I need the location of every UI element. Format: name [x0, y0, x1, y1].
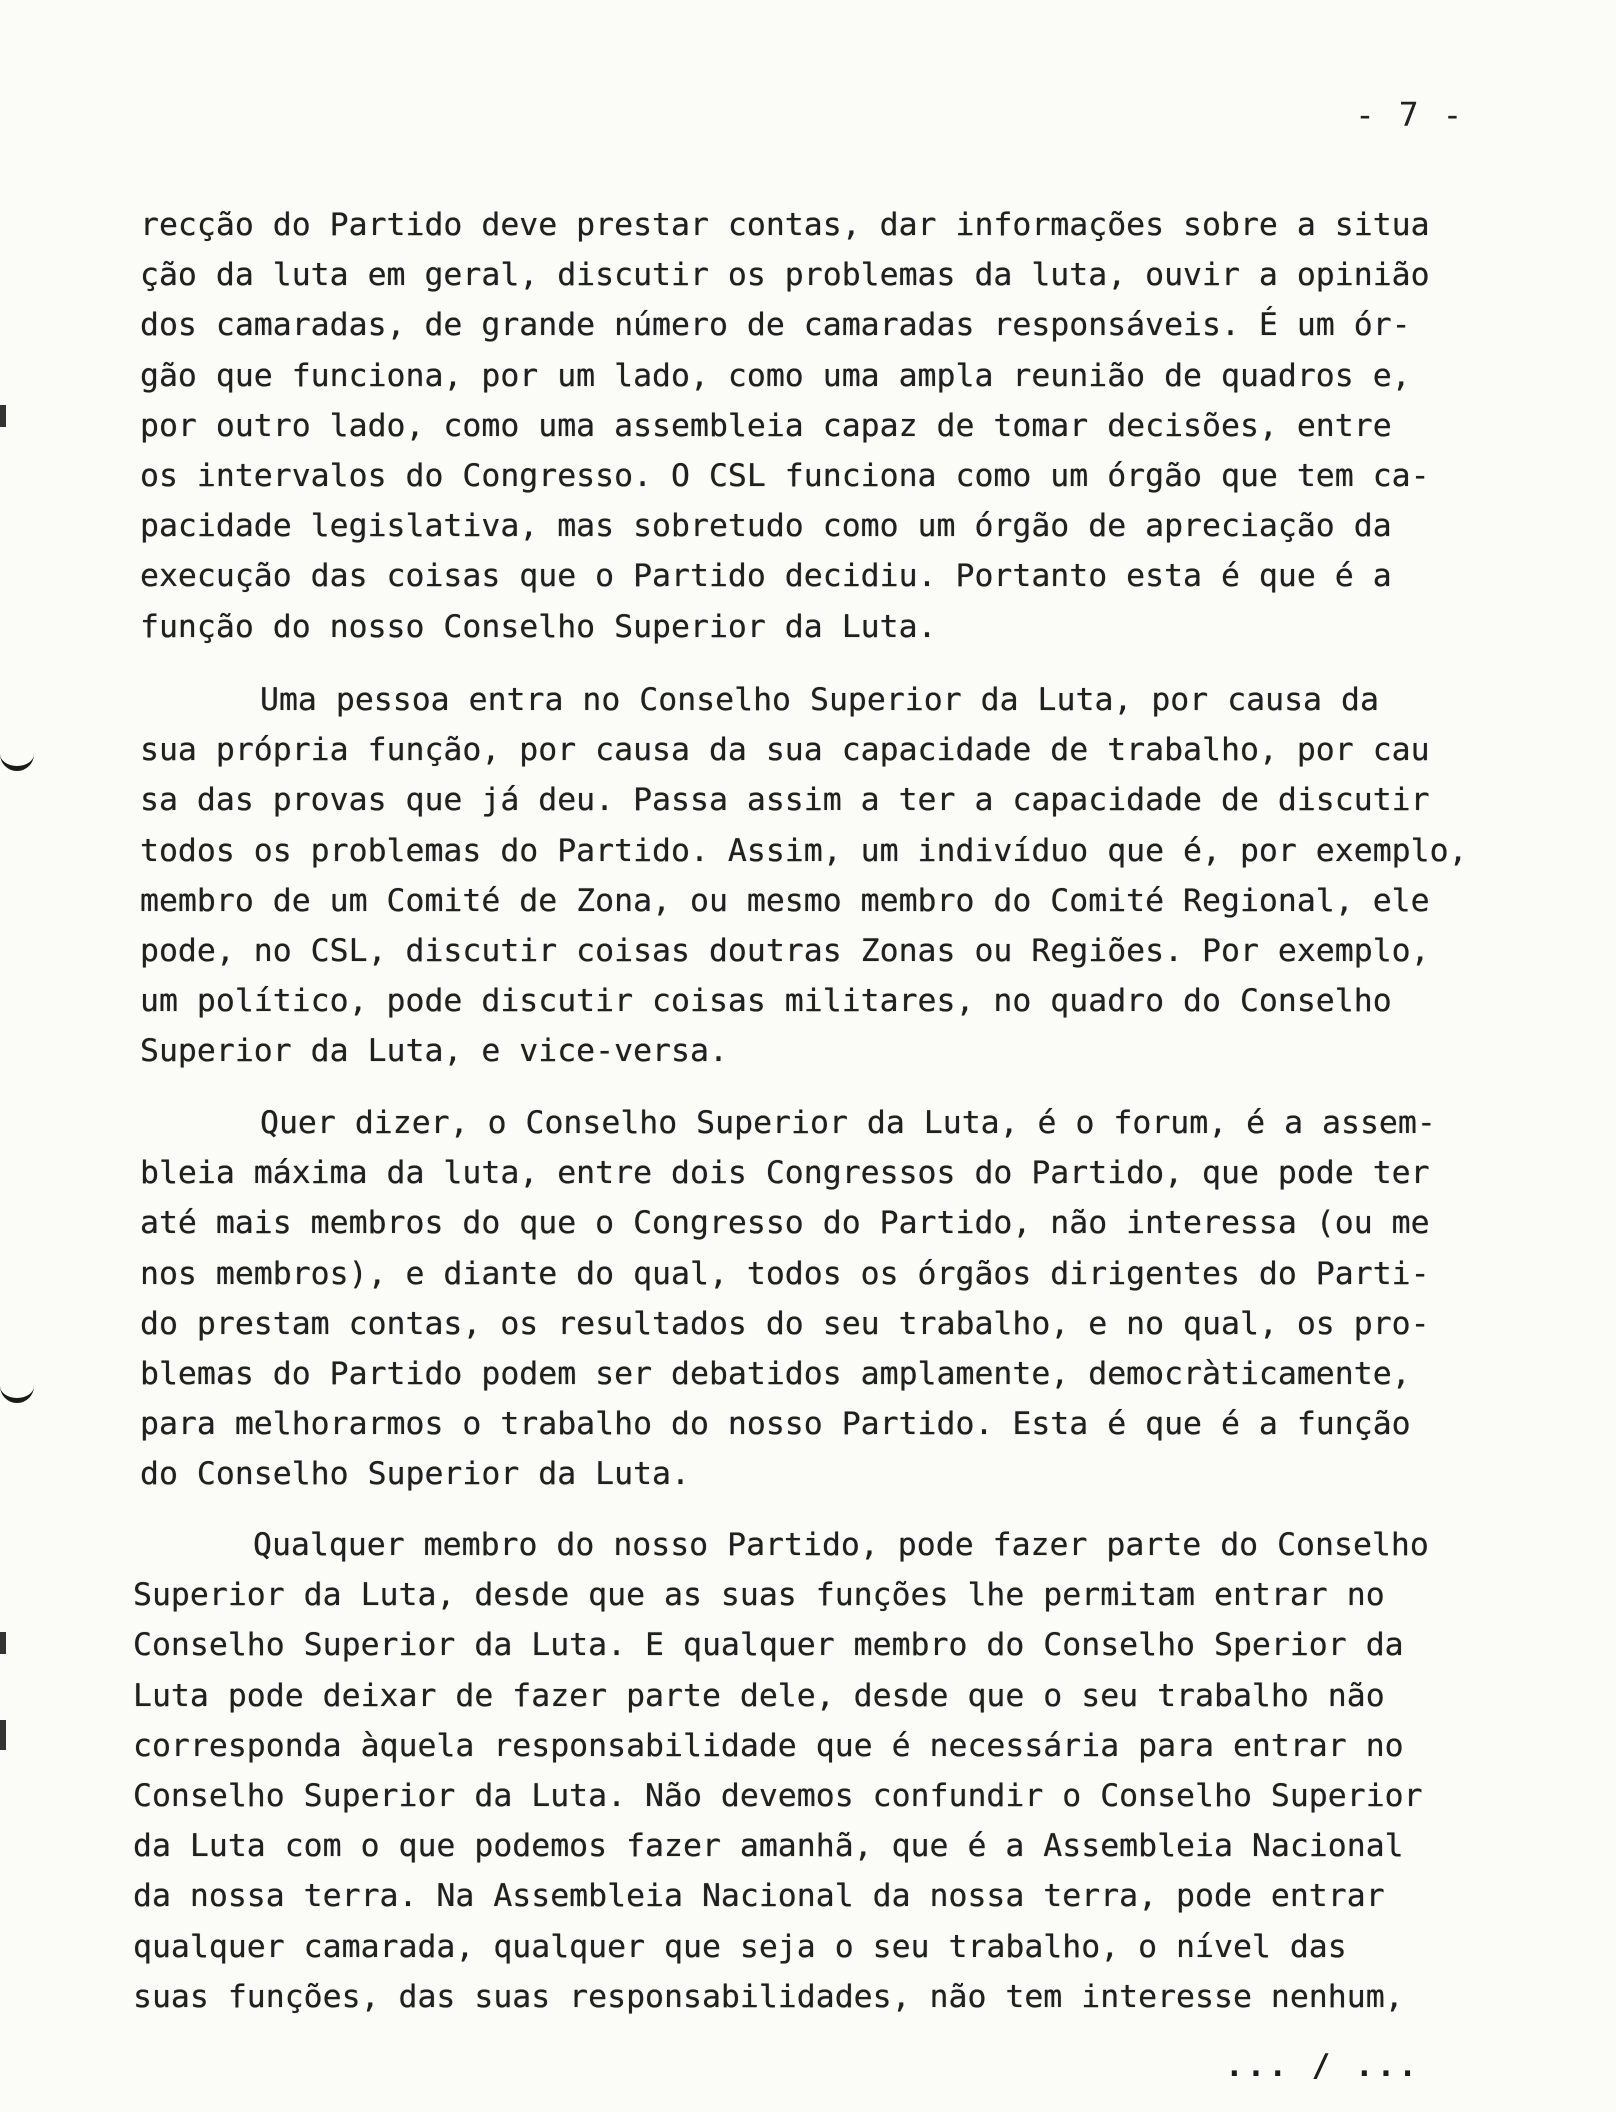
text-line: por outro lado, como uma assembleia capaz de tomar decisões, entre [140, 407, 1392, 444]
page-number: - 7 - [1355, 95, 1465, 134]
text-line: da nossa terra. Na Assembleia Nacional da nossa terra, pode entrar [133, 1878, 1385, 1915]
paragraph-4 [133, 1520, 1553, 2022]
text-line: até mais membros do que o Congresso do Partido, não interessa (ou me [140, 1205, 1430, 1242]
text-line: bleia máxima da luta, entre dois Congressos do Partido, que pode ter [140, 1155, 1430, 1192]
text-line: um político, pode discutir coisas militares, no quadro do Conselho [140, 983, 1392, 1020]
text-line: Qualquer membro do nosso Partido, pode fazer parte do Conselho [253, 1527, 1429, 1563]
text-line: do Conselho Superior da Luta. [140, 1456, 690, 1493]
text-line: do prestam contas, os resultados do seu trabalho, e no qual, os pro- [140, 1305, 1430, 1342]
text-line: nos membros), e diante do qual, todos os órgãos dirigentes do Parti- [140, 1255, 1430, 1292]
text-line: todos os problemas do Partido. Assim, um indivíduo que é, por exemplo, [140, 832, 1468, 869]
text-line: execução das coisas que o Partido decidiu. Portanto esta é que é a [140, 558, 1392, 595]
text-line: Luta pode deixar de fazer parte dele, desde que o seu trabalho não [133, 1677, 1385, 1714]
text-line: qualquer camarada, qualquer que seja o seu trabalho, o nível das [133, 1928, 1347, 1965]
margin-tick [0, 1632, 6, 1654]
text-line: os intervalos do Congresso. O CSL funciona como um órgão que tem ca- [140, 458, 1430, 495]
text-line: Superior da Luta, desde que as suas funções lhe permitam entrar no [133, 1577, 1385, 1614]
text-line: ção da luta em geral, discutir os problemas da luta, ouvir a opinião [140, 257, 1430, 294]
text-line: Superior da Luta, e vice-versa. [140, 1033, 728, 1070]
text-line: sa das provas que já deu. Passa assim a ter a capacidade de discutir [140, 782, 1430, 819]
text-line: blemas do Partido podem ser debatidos amplamente, democràticamente, [140, 1356, 1411, 1393]
text-line: gão que funciona, por um lado, como uma ampla reunião de quadros e, [140, 357, 1411, 394]
binder-hole-mark [0, 752, 34, 771]
binder-hole-mark [0, 1384, 34, 1403]
paragraph-1 [140, 200, 1560, 652]
paragraph-2 [140, 675, 1560, 1077]
paragraph-3 [140, 1098, 1560, 1500]
text-line: sua própria função, por causa da sua capacidade de trabalho, por cau [140, 732, 1430, 769]
text-line: membro de um Comité de Zona, ou mesmo membro do Comité Regional, ele [140, 882, 1430, 919]
text-line: pode, no CSL, discutir coisas doutras Zonas ou Regiões. Por exemplo, [140, 933, 1430, 970]
text-line: recção do Partido deve prestar contas, dar informações sobre a situa [140, 207, 1430, 243]
margin-tick [0, 1720, 6, 1750]
text-line: Conselho Superior da Luta. Não devemos confundir o Conselho Superior [133, 1778, 1423, 1815]
text-line: dos camaradas, de grande número de camaradas responsáveis. É um ór- [140, 307, 1411, 344]
text-line: corresponda àquela responsabilidade que é necessária para entrar no [133, 1727, 1404, 1764]
text-line: função do nosso Conselho Superior da Luta. [140, 608, 937, 645]
margin-tick [0, 405, 6, 427]
text-line: pacidade legislativa, mas sobretudo como um órgão de apreciação da [140, 508, 1392, 545]
text-line: Conselho Superior da Luta. E qualquer membro do Conselho Sperior da [133, 1627, 1404, 1664]
continuation-marker: ... / ... [1225, 2048, 1420, 2084]
text-line: da Luta com o que podemos fazer amanhã, que é a Assembleia Nacional [133, 1828, 1404, 1865]
text-line: suas funções, das suas responsabilidades, não tem interesse nenhum, [133, 1978, 1404, 2015]
text-line: Uma pessoa entra no Conselho Superior da Luta, por causa da [260, 682, 1379, 718]
text-line: para melhorarmos o trabalho do nosso Partido. Esta é que é a função [140, 1406, 1411, 1443]
text-line: Quer dizer, o Conselho Superior da Luta, é o forum, é a assem- [260, 1105, 1436, 1141]
